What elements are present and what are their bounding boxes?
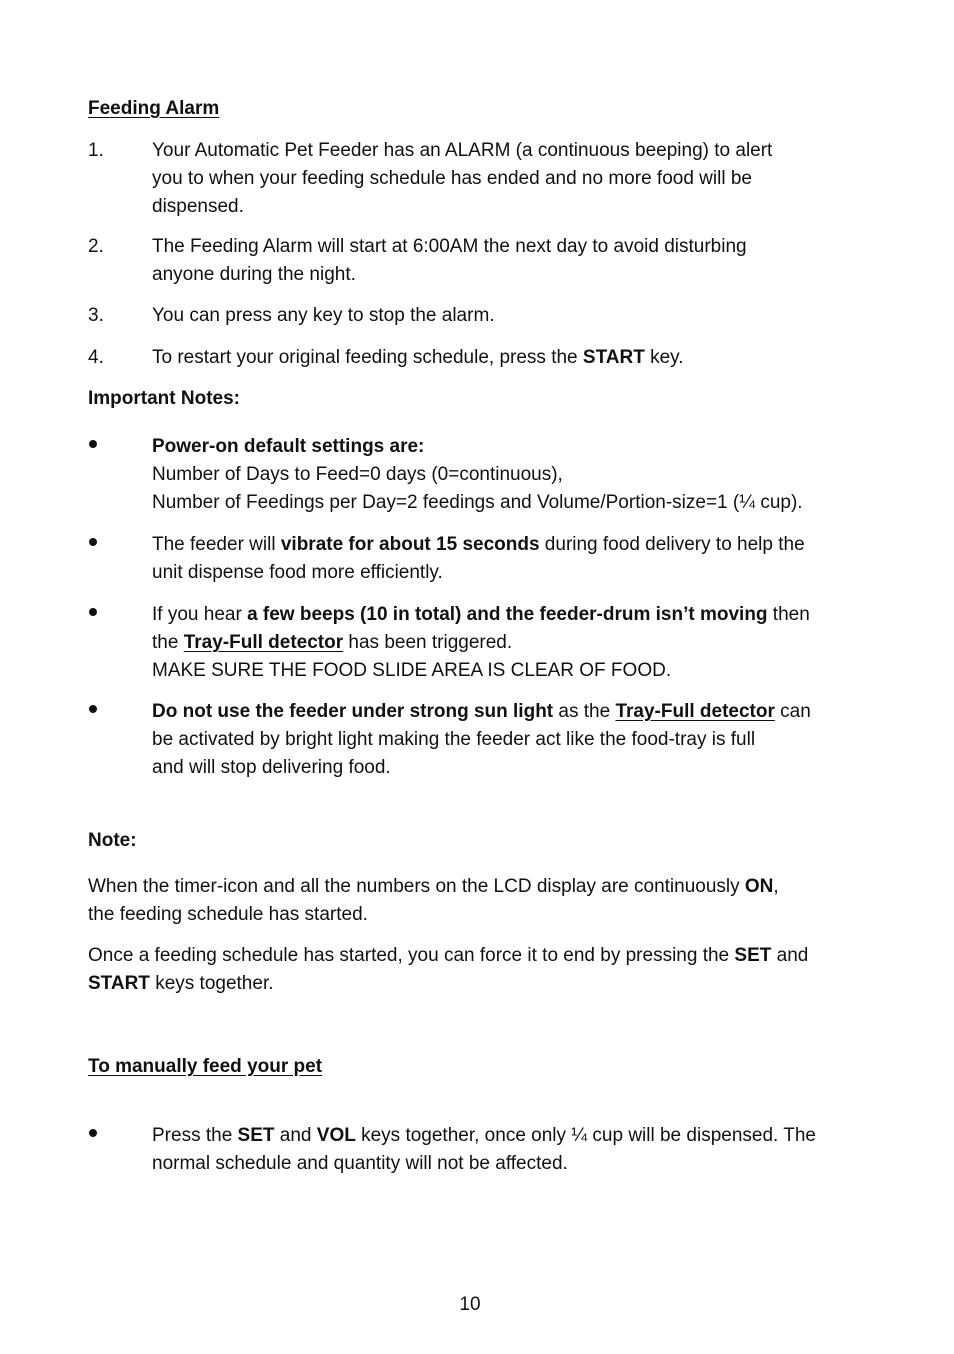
note-text-part: then (767, 604, 810, 625)
para-text-part: , (773, 876, 779, 897)
step-text-part: To restart your original feeding schedule, press the (152, 347, 583, 368)
manual-text-part: and (274, 1125, 317, 1146)
start-key-label: START (582, 347, 645, 368)
note-bold-part: a few beeps (10 in total) and the feeder-drum isn’t moving (247, 604, 768, 625)
note-line: Power-on default settings are: (152, 436, 425, 457)
step-text (152, 344, 867, 372)
bullet-icon (88, 698, 102, 712)
note-line: unit dispense food more efficiently. (152, 562, 443, 583)
note-text-part: If you hear (152, 604, 248, 625)
note-line (152, 531, 867, 559)
start-key-label: START (88, 973, 150, 994)
step-number: 2. (88, 236, 104, 257)
para-text-part: and (771, 945, 809, 966)
vol-key-label: VOL (316, 1125, 356, 1146)
note-heading: Note: (88, 830, 137, 851)
note-paragraph (88, 942, 868, 998)
note-line: be activated by bright light making the feeder act like the food-tray is full (152, 729, 756, 750)
manual-text-part: keys together, once only ¼ cup will be dispensed. The (355, 1125, 816, 1146)
note-line (152, 698, 867, 726)
para-text-part: Once a feeding schedule has started, you can force it to end by pressing the (88, 945, 735, 966)
page-number: 10 (459, 1294, 481, 1315)
para-bold-part: ON (744, 876, 774, 897)
note-paragraph (88, 873, 868, 929)
note-line: Number of Days to Feed=0 days (0=continuous), (152, 464, 563, 485)
manual-feed-item (152, 1122, 867, 1178)
step-text (152, 233, 867, 289)
para-text-part: keys together. (149, 973, 274, 994)
step-line: You can press any key to stop the alarm. (152, 305, 495, 326)
note-bold-part: Do not use the feeder under strong sun light (152, 701, 554, 722)
set-key-label: SET (237, 1125, 275, 1146)
para-text-part: When the timer-icon and all the numbers on the LCD display are continuously (88, 876, 745, 897)
step-line: you to when your feeding schedule has ended and no more food will be (152, 168, 752, 189)
note-line: and will stop delivering food. (152, 757, 391, 778)
note-item (152, 433, 867, 517)
step-text (152, 137, 867, 221)
step-line: anyone during the night. (152, 264, 356, 285)
note-text-part: as the (553, 701, 616, 722)
manual-line (152, 1122, 867, 1150)
tray-full-detector-term: Tray-Full detector (615, 701, 775, 722)
bullet-icon (88, 1122, 102, 1136)
manual-text-part: Press the (152, 1125, 238, 1146)
note-line (152, 629, 867, 657)
heading-feeding-alarm: Feeding Alarm (88, 98, 220, 119)
set-key-label: SET (734, 945, 772, 966)
para-line: the feeding schedule has started. (88, 904, 368, 925)
para-line (88, 873, 868, 901)
step-text (152, 302, 867, 330)
note-text-part: the (152, 632, 184, 653)
step-line: dispensed. (152, 196, 244, 217)
note-text-part: has been triggered. (343, 632, 513, 653)
note-text-part: can (774, 701, 811, 722)
note-text-part: during food delivery to help the (539, 534, 805, 555)
para-line (88, 970, 868, 998)
step-number: 1. (88, 140, 104, 161)
step-number: 3. (88, 305, 104, 326)
manual-line: normal schedule and quantity will not be affected. (152, 1153, 568, 1174)
important-notes-heading: Important Notes: (88, 388, 240, 409)
note-bold-part: vibrate for about 15 seconds (280, 534, 540, 555)
step-number: 4. (88, 347, 104, 368)
note-line (152, 601, 867, 629)
step-text-part: key. (644, 347, 684, 368)
bullet-icon (88, 433, 102, 447)
note-item (152, 698, 867, 782)
note-line: MAKE SURE THE FOOD SLIDE AREA IS CLEAR OF FOOD. (152, 660, 672, 681)
para-line (88, 942, 868, 970)
note-item (152, 531, 867, 587)
tray-full-detector-term: Tray-Full detector (183, 632, 344, 653)
note-item (152, 601, 867, 685)
step-line: Your Automatic Pet Feeder has an ALARM (a continuous beeping) to alert (152, 140, 773, 161)
bullet-icon (88, 601, 102, 615)
bullet-icon (88, 531, 102, 545)
heading-manual-feed: To manually feed your pet (88, 1056, 323, 1077)
note-line: Number of Feedings per Day=2 feedings and Volume/Portion-size=1 (¼ cup). (152, 492, 803, 513)
note-text-part: The feeder will (152, 534, 281, 555)
step-line: The Feeding Alarm will start at 6:00AM the next day to avoid disturbing (152, 236, 747, 257)
